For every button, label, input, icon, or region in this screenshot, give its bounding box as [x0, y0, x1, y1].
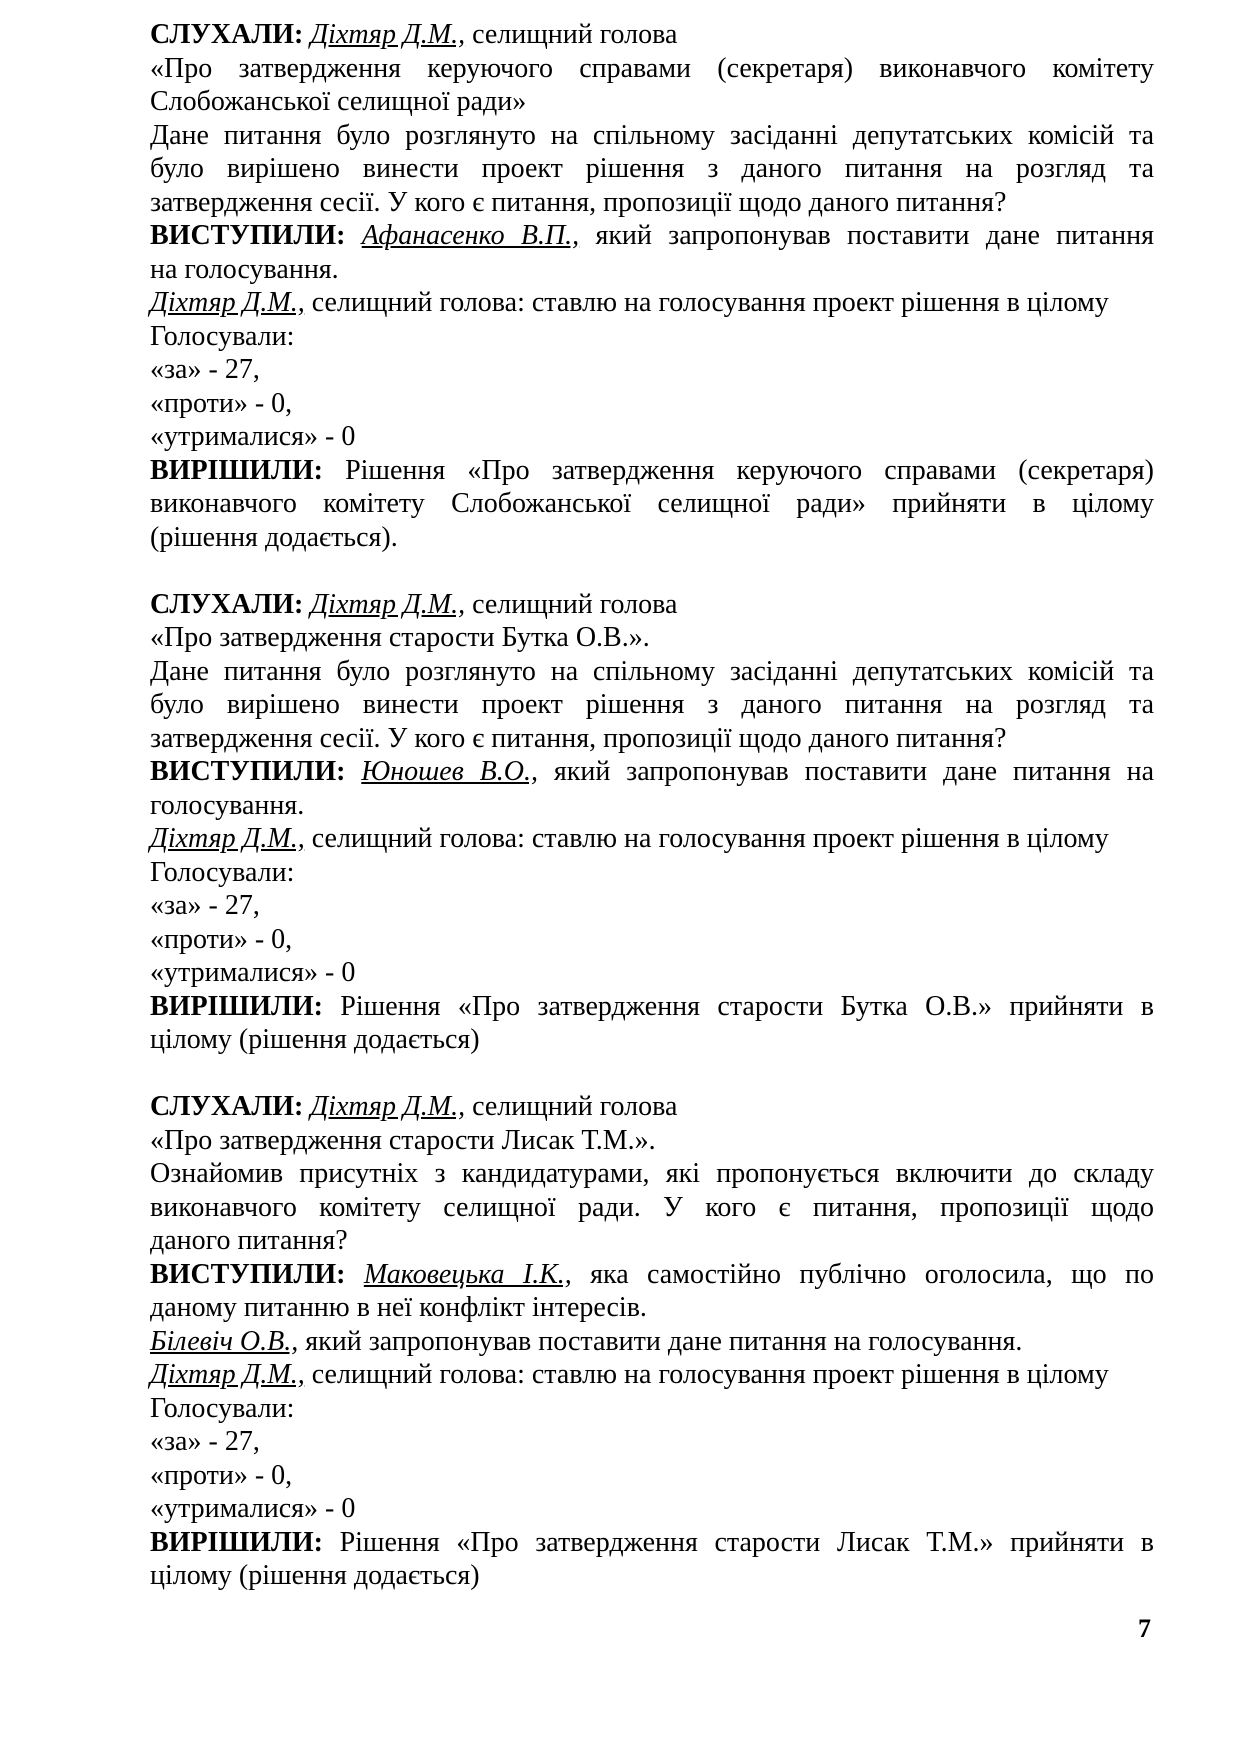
speaker-role: селищний голова: [465, 19, 678, 50]
vote-for: «за» - 27,: [150, 1426, 260, 1457]
description-line: виконавчого комітету селищної ради. У кого є питання, пропозиції щодо: [150, 1191, 1154, 1223]
description-line: було вирішено винести проект рішення з даного питання на розгляд та: [150, 153, 1154, 184]
spoke-label: ВИСТУПИЛИ:: [150, 1258, 346, 1290]
decided-text-line: цілому (рішення додається): [150, 1560, 480, 1591]
chair-line: [150, 286, 1154, 320]
description-line: Дане питання було розглянуто на спільному засіданні депутатських комісій та: [150, 655, 1154, 687]
heard-label: СЛУХАЛИ:: [150, 1091, 304, 1122]
chair-text: селищний голова: ставлю на голосування проект рішення в цілому: [304, 287, 1109, 318]
decided-line: [150, 454, 1154, 488]
item-title-line: «Про затвердження старости Бутка О.В.».: [150, 622, 650, 653]
speaker-name: Діхтяр Д.М.,: [310, 19, 466, 50]
decided-label: ВИРІШИЛИ:: [150, 990, 323, 1022]
vote-against: «проти» - 0,: [150, 1459, 293, 1491]
vote-against: «проти» - 0,: [150, 387, 293, 419]
voted-label: Голосували:: [150, 1392, 295, 1424]
decided-line: [150, 990, 1154, 1024]
heard-label: СЛУХАЛИ:: [150, 588, 304, 620]
spoke-label: ВИСТУПИЛИ:: [150, 756, 346, 787]
spoke-line: [150, 1258, 1154, 1292]
decided-text: Рішення «Про затвердження старости Бутка О.В.» прийняти в: [322, 990, 1154, 1022]
heard-line: [150, 588, 1154, 622]
decided-text: Рішення «Про затвердження керуючого справами (секретаря): [322, 454, 1154, 486]
speaker-name: Маковецька І.К.,: [363, 1258, 572, 1290]
agenda-item-1: [150, 18, 1154, 554]
speaker-name: Діхтяр Д.М.,: [310, 588, 466, 620]
decided-label: ВИРІШИЛИ:: [150, 454, 323, 486]
vote-for: «за» - 27,: [150, 354, 260, 385]
spoke-line: [150, 219, 1154, 253]
decided-text-line: виконавчого комітету Слобожанської селищної ради» прийняти в цілому: [150, 488, 1154, 519]
decided-text: Рішення «Про затвердження старости Лисак Т.М.» прийняти в: [322, 1526, 1154, 1558]
voted-label: Голосували:: [150, 856, 295, 888]
spoke-text-line: голосування.: [150, 789, 305, 821]
description-line: даного питання?: [150, 1225, 348, 1256]
item-title-line: Слобожанської селищної ради»: [150, 86, 527, 117]
description-line: було вирішено винести проект рішення з даного питання на розгляд та: [150, 689, 1154, 720]
section-gap: [150, 1057, 1154, 1091]
vote-abstained: «утрималися» - 0: [150, 957, 356, 988]
spoke-text: яка самостійно публічно оголосила, що по: [571, 1258, 1154, 1290]
agenda-item-3: [150, 1090, 1154, 1593]
voted-label: Голосували:: [150, 320, 295, 352]
speaker-role: селищний голова: [465, 1091, 678, 1122]
extra-speaker-line: [150, 1325, 1154, 1359]
speaker-name: Білевіч О.В.,: [150, 1325, 299, 1357]
heard-line: [150, 18, 1154, 52]
description-line: Ознайомив присутніх з кандидатурами, які пропонується включити до складу: [150, 1158, 1154, 1189]
description-line: затвердження сесії. У кого є питання, пропозиції щодо даного питання?: [150, 186, 1007, 218]
item-title-line: «Про затвердження старости Лисак Т.М.».: [150, 1124, 656, 1156]
vote-abstained: «утрималися» - 0: [150, 421, 356, 452]
spoke-text: який запропонував поставити дане питання: [579, 220, 1154, 251]
chair-name: Діхтяр Д.М.,: [150, 823, 305, 854]
decided-text-line: цілому (рішення додається): [150, 1024, 480, 1055]
description-line: Дане питання було розглянуто на спільному засіданні депутатських комісій та: [150, 119, 1154, 151]
speaker-role: селищний голова: [465, 588, 678, 620]
vote-against: «проти» - 0,: [150, 923, 293, 955]
agenda-item-2: [150, 588, 1154, 1057]
extra-speaker-text: який запропонував поставити дане питання на голосування.: [298, 1325, 1023, 1357]
page-number: 7: [1138, 1614, 1151, 1643]
spoke-text-line: на голосування.: [150, 253, 339, 285]
spoke-text: який запропонував поставити дане питання на: [538, 756, 1155, 787]
item-title-line: «Про затвердження керуючого справами (секретаря) виконавчого комітету: [150, 52, 1154, 84]
section-gap: [150, 554, 1154, 588]
description-line: затвердження сесії. У кого є питання, пропозиції щодо даного питання?: [150, 722, 1007, 754]
spoke-line: [150, 755, 1154, 789]
chair-line: [150, 1358, 1154, 1392]
document-body: [150, 18, 1154, 1593]
speaker-name: Афанасенко В.П.,: [361, 220, 580, 251]
heard-label: СЛУХАЛИ:: [150, 19, 304, 50]
decided-line: [150, 1526, 1154, 1560]
spoke-text-line: даному питанню в неї конфлікт інтересів.: [150, 1292, 647, 1323]
chair-line: [150, 822, 1154, 856]
heard-line: [150, 1090, 1154, 1124]
speaker-name: Діхтяр Д.М.,: [310, 1091, 466, 1122]
chair-text: селищний голова: ставлю на голосування проект рішення в цілому: [304, 1359, 1109, 1390]
decided-text-line: (рішення додається).: [150, 521, 398, 553]
decided-label: ВИРІШИЛИ:: [150, 1526, 323, 1558]
speaker-name: Юношев В.О.,: [361, 756, 538, 787]
spoke-label: ВИСТУПИЛИ:: [150, 220, 346, 251]
vote-for: «за» - 27,: [150, 890, 260, 921]
chair-name: Діхтяр Д.М.,: [150, 287, 305, 318]
vote-abstained: «утрималися» - 0: [150, 1493, 356, 1524]
chair-text: селищний голова: ставлю на голосування проект рішення в цілому: [304, 823, 1109, 854]
chair-name: Діхтяр Д.М.,: [150, 1359, 305, 1390]
